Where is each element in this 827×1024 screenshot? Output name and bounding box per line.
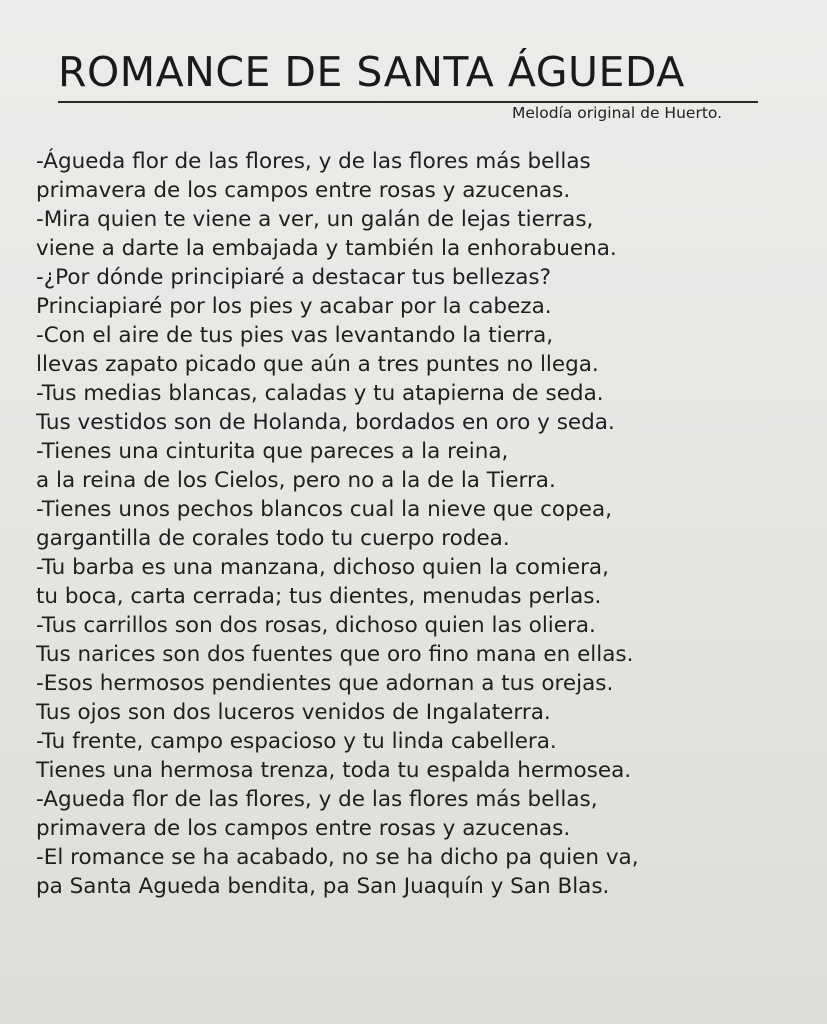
verse-line: Princiapiaré por los pies y acabar por la cabeza. [36,294,552,319]
verse-line: -Con el aire de tus pies vas levantando la tierra, [36,323,554,348]
verse-line: -El romance se ha acabado, no se ha dicho pa quien va, [36,845,639,870]
verse-line: pa Santa Agueda bendita, pa San Juaquín y San Blas. [36,874,610,899]
verse-line: primavera de los campos entre rosas y azucenas. [36,178,571,203]
verse-list [36,147,816,901]
verse-line: -Águeda flor de las flores, y de las flores más bellas [36,149,591,174]
page-subtitle: Melodía original de Huerto. [512,104,723,122]
verse-line: -¿Por dónde principiaré a destacar tus bellezas? [36,265,552,290]
verse-line: -Tus carrillos son dos rosas, dichoso quien las oliera. [36,613,596,638]
verse-line: viene a darte la embajada y también la enhorabuena. [36,236,617,261]
verse-line: Tienes una hermosa trenza, toda tu espalda hermosea. [36,758,632,783]
verse-line: Tus ojos son dos luceros venidos de Ingalaterra. [36,700,551,725]
verse-line: -Agueda flor de las flores, y de las flores más bellas, [36,787,598,812]
verse-line: gargantilla de corales todo tu cuerpo rodea. [36,526,510,551]
verse-line: -Tienes unos pechos blancos cual la nieve que copea, [36,497,612,522]
title-underline [58,101,758,103]
verse-line: -Tus medias blancas, caladas y tu atapierna de seda. [36,381,604,406]
verse-line: -Tu barba es una manzana, dichoso quien la comiera, [36,555,609,580]
verse-line: primavera de los campos entre rosas y azucenas. [36,816,571,841]
verse-line: Tus narices son dos fuentes que oro fino mana en ellas. [36,642,634,667]
verse-line: a la reina de los Cielos, pero no a la de la Tierra. [36,468,556,493]
verse-line: Tus vestidos son de Holanda, bordados en oro y seda. [36,410,615,435]
verse-line: -Esos hermosos pendientes que adornan a tus orejas. [36,671,614,696]
verse-line: tu boca, carta cerrada; tus dientes, menudas perlas. [36,584,602,609]
page-title: ROMANCE DE SANTA ÁGUEDA [58,48,685,96]
verse-line: llevas zapato picado que aún a tres puntes no llega. [36,352,599,377]
verse-line: -Tu frente, campo espacioso y tu linda cabellera. [36,729,557,754]
verse-line: -Mira quien te viene a ver, un galán de lejas tierras, [36,207,594,232]
verse-line: -Tienes una cinturita que pareces a la reina, [36,439,509,464]
